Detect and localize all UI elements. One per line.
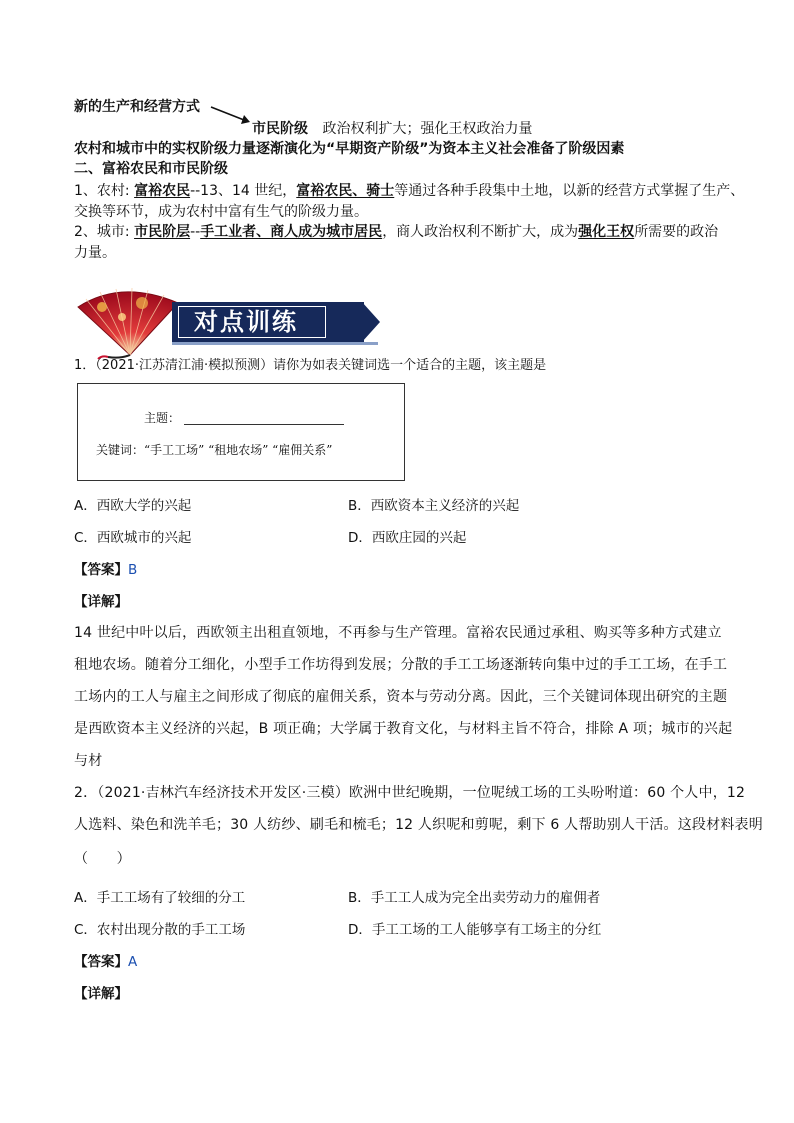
q1-stem: 1．（2021·江苏清江浦·模拟预测）请你为如表关键词选一个适合的主题，该主题是: [74, 358, 547, 373]
q1-answer-label: 【答案】: [74, 562, 128, 578]
banner-title: 对点训练: [194, 307, 298, 336]
q1-option-d[interactable]: D．西欧庄园的兴起: [348, 530, 467, 546]
q1-option-a[interactable]: A．西欧大学的兴起: [74, 498, 192, 514]
item2-line1: [74, 222, 734, 242]
practice-banner: [172, 302, 364, 342]
q1-box-topic-label: 主题：: [144, 411, 181, 425]
item2-dash: --: [190, 224, 201, 240]
q1-answer: [74, 558, 137, 578]
q1-keyword-box: [77, 383, 405, 481]
q1-detail-line-2: 租地农场。随着分工细化，小型手工作坊得到发展；分散的手工工场逐渐转向集中过的手工工场，在手工: [74, 657, 728, 673]
q2-detail-label: 【详解】: [74, 986, 128, 1002]
q1-detail-line-3: 工场内的工人与雇主之间形成了彻底的雇佣关系，资本与劳动分离。因此，三个关键词体现出研究的主题: [74, 689, 728, 705]
banner-chevron-icon: [362, 302, 380, 342]
q2-stem-line-2: 人选料、染色和洗羊毛；30 人纺纱、刷毛和梳毛；12 人织呢和剪呢，剩下 6 人帮助别人干活。这段材料表明: [74, 817, 763, 833]
item2-mid: ，商人政治权利不断扩大，成为: [382, 224, 579, 240]
q2-option-d[interactable]: D．手工工场的工人能够享有工场主的分红: [348, 922, 602, 938]
item2-prefix: 2、城市:: [74, 224, 130, 240]
q2-stem-line-3: （ ）: [74, 851, 131, 867]
folding-fan-icon: [72, 285, 184, 361]
item1-term: 富裕农民: [134, 183, 191, 199]
q2-option-b[interactable]: B．手工工人成为完全出卖劳动力的雇佣者: [348, 890, 601, 906]
q1-detail-line-5: 与材: [74, 753, 103, 769]
q1-answer-value: B: [128, 562, 138, 578]
item2-line2: 力量。: [74, 245, 116, 261]
q2-answer-label: 【答案】: [74, 954, 128, 970]
q2-option-c[interactable]: C．农村出现分散的手工工场: [74, 922, 246, 938]
q1-option-b[interactable]: B．西欧资本主义经济的兴起: [348, 498, 520, 514]
item1-term2: 富裕农民、骑士: [296, 183, 395, 199]
banner-shadow: [172, 342, 378, 345]
item2-term3: 强化王权: [578, 224, 635, 240]
section-heading-2: 二、富裕农民和市民阶级: [74, 161, 228, 177]
q1-topic-blank: [184, 424, 344, 425]
q1-detail-line-1: 14 世纪中叶以后，西欧领主出租直领地，不再参与生产管理。富裕农民通过承租、购买等多种方式建立: [74, 625, 722, 641]
line-new-production: 新的生产和经营方式: [74, 99, 200, 115]
item1-line2: 交换等环节，成为农村中富有生气的阶级力量。: [74, 204, 368, 220]
burgher-class-label: 市民阶级: [252, 121, 308, 137]
q1-option-c[interactable]: C．西欧城市的兴起: [74, 530, 192, 546]
item1-line1: [74, 181, 745, 201]
q1-detail-line-4: 是西欧资本主义经济的兴起，B 项正确；大学属于教育文化，与材料主旨不符合，排除 A 项；城市的兴起: [74, 721, 733, 737]
q1-detail-label: 【详解】: [74, 594, 128, 610]
burgher-class-line: [252, 118, 532, 138]
item2-term2: 手工业者、商人成为城市居民: [200, 224, 383, 240]
item2-rest: 所需要的政治: [634, 224, 719, 240]
item2-term: 市民阶层: [134, 224, 191, 240]
q2-answer-value: A: [128, 954, 138, 970]
item1-rest: 等通过各种手段集中土地，以新的经营方式掌握了生产、: [394, 183, 745, 199]
burgher-class-text: 政治权利扩大；强化王权政治力量: [322, 121, 533, 137]
item1-dash: --13、14 世纪，: [190, 183, 297, 199]
class-evolution-line: 农村和城市中的实权阶级力量逐渐演化为“早期资产阶级”为资本主义社会准备了阶级因素: [74, 141, 625, 157]
q1-box-keywords: 关键词：“手工工场” “租地农场” “雇佣关系”: [96, 443, 333, 457]
q2-stem-line-1: 2．（2021·吉林汽车经济技术开发区·三模）欧洲中世纪晚期，一位呢绒工场的工头吩咐道：60 个人中，12: [74, 785, 746, 801]
q2-option-a[interactable]: A．手工工场有了较细的分工: [74, 890, 246, 906]
arrow-right-icon: [208, 104, 252, 126]
q2-answer: [74, 950, 137, 970]
item1-prefix: 1、农村:: [74, 183, 130, 199]
